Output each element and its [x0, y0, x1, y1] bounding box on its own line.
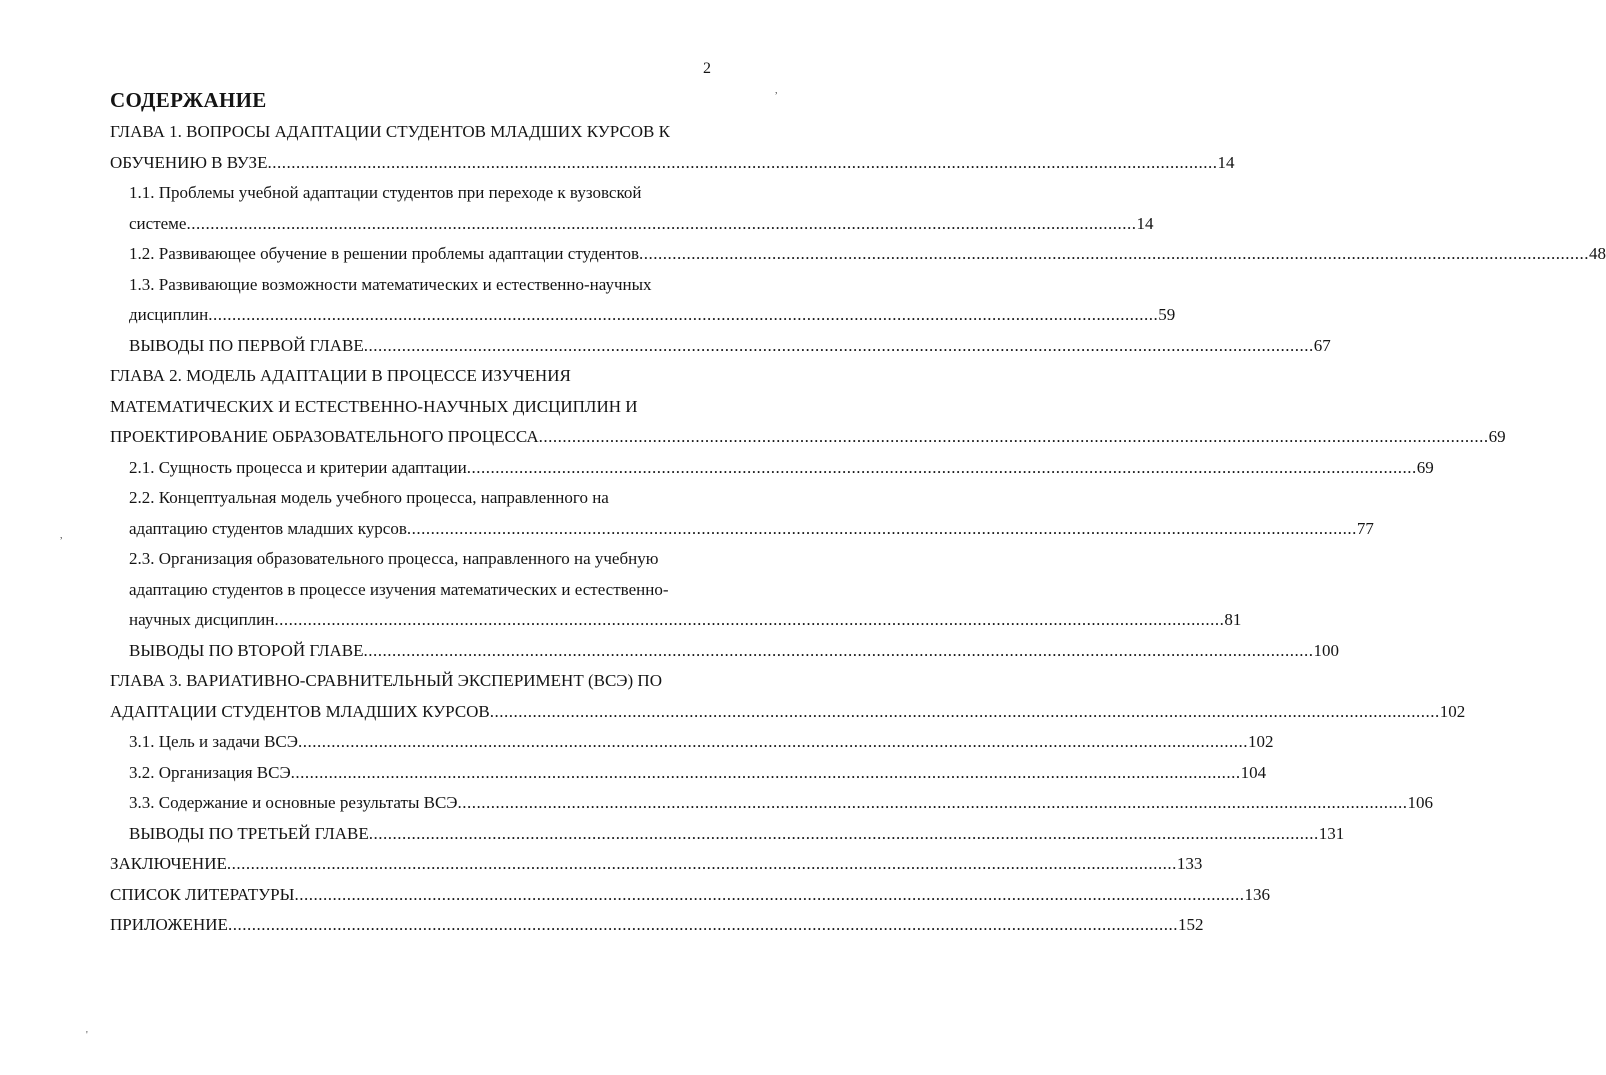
dot-leader: ........................................................................................................................................................................................................ [368, 823, 1319, 843]
toc-entry-final-line [129, 605, 1242, 636]
toc-entry-text-line: 1.3. Развивающие возможности математических и естественно-научных [129, 274, 652, 294]
toc-entry[interactable] [110, 117, 1235, 178]
toc-entry-text-line: ГЛАВА 2. МОДЕЛЬ АДАПТАЦИИ В ПРОЦЕССЕ ИЗУЧЕНИЯ [110, 366, 571, 385]
toc-entry[interactable] [110, 453, 1434, 484]
toc-entry-text-line: 1.1. Проблемы учебной адаптации студентов при переходе к вузовской [129, 183, 642, 202]
toc-entry[interactable] [110, 788, 1434, 819]
toc-entry-final-line [110, 697, 1466, 728]
toc-entry[interactable] [110, 849, 1203, 880]
toc-entry[interactable] [110, 239, 1606, 270]
toc-entry-label: ВЫВОДЫ ПО ТРЕТЬЕЙ ГЛАВЕ [129, 823, 369, 843]
toc-entry-final-line [129, 788, 1434, 819]
toc-entry-label: ПРИЛОЖЕНИЕ [110, 915, 228, 934]
toc-entry-final-line [129, 331, 1331, 362]
dot-leader: ........................................................................................................................................................................................................ [466, 457, 1417, 477]
dot-leader: ........................................................................................................................................................................................................ [297, 732, 1248, 751]
toc-entry[interactable] [110, 483, 1374, 544]
toc-entry-text-line: 2.2. Концептуальная модель учебного процесса, направленного на [129, 488, 609, 507]
toc-entry-final-line [129, 209, 1154, 240]
toc-page-number: 100 [1313, 640, 1340, 660]
toc-title: СОДЕРЖАНИЕ [110, 88, 267, 112]
toc-page-number: 69 [1416, 457, 1434, 477]
scan-speck: , [60, 530, 63, 541]
dot-leader: ........................................................................................................................................................................................................ [290, 762, 1241, 782]
toc-entry[interactable] [110, 178, 1154, 239]
dot-leader: ........................................................................................................................................................................................................ [274, 610, 1225, 629]
dot-leader: ........................................................................................................................................................................................................ [267, 152, 1218, 172]
toc-page-number: 14 [1136, 213, 1154, 233]
toc-entry[interactable] [110, 331, 1331, 362]
toc-entry[interactable] [110, 819, 1345, 850]
toc-entry-final-line [129, 453, 1434, 484]
toc-entry-label: 3.1. Цель и задачи ВСЭ [129, 732, 298, 751]
toc-page-number: 133 [1176, 854, 1203, 873]
dot-leader: ........................................................................................................................................................................................................ [363, 640, 1314, 660]
toc-page-number: 81 [1224, 610, 1242, 629]
toc-entry-text-line: МАТЕМАТИЧЕСКИХ И ЕСТЕСТВЕННО-НАУЧНЫХ ДИСЦИПЛИН И [110, 396, 638, 416]
scan-speck: , [775, 85, 778, 96]
toc-page-number: 104 [1240, 762, 1267, 782]
toc-entry-label: ОБУЧЕНИЮ В ВУЗЕ [110, 152, 268, 172]
toc-page-number: 14 [1217, 152, 1235, 172]
toc-entry-label: АДАПТАЦИИ СТУДЕНТОВ МЛАДШИХ КУРСОВ [110, 701, 490, 721]
toc-entry-final-line [110, 880, 1270, 911]
toc-page-number: 59 [1158, 305, 1176, 324]
toc-entry-text-line: адаптацию студентов в процессе изучения математических и естественно- [129, 579, 669, 599]
toc-entry-final-line [129, 727, 1274, 758]
toc-page-number: 48 [1588, 244, 1606, 263]
toc-page-number: 102 [1247, 732, 1274, 751]
dot-leader: ........................................................................................................................................................................................................ [226, 854, 1177, 873]
toc-page-number: 106 [1407, 793, 1434, 812]
toc-entry-label: ЗАКЛЮЧЕНИЕ [110, 854, 227, 873]
dot-leader: ........................................................................................................................................................................................................ [406, 518, 1357, 538]
toc-entry-text-line: ГЛАВА 3. ВАРИАТИВНО-СРАВНИТЕЛЬНЫЙ ЭКСПЕРИМЕНТ (ВСЭ) ПО [110, 671, 662, 690]
toc-entry-label: 3.2. Организация ВСЭ [129, 762, 291, 782]
toc-entry-text-line: 2.3. Организация образовательного процесса, направленного на учебную [129, 549, 659, 568]
toc-entry-final-line [129, 514, 1374, 545]
toc-entry[interactable] [110, 758, 1267, 789]
toc-entry-final-line [110, 910, 1204, 941]
toc-page-number: 67 [1313, 335, 1331, 355]
dot-leader: ........................................................................................................................................................................................................ [363, 335, 1314, 355]
dot-leader: ........................................................................................................................................................................................................ [294, 884, 1245, 904]
page-number: 2 [703, 60, 711, 77]
toc-entry-final-line [110, 849, 1203, 880]
toc-entry-final-line [129, 819, 1345, 850]
toc-entry-final-line [129, 636, 1340, 667]
toc-entry-label: ВЫВОДЫ ПО ПЕРВОЙ ГЛАВЕ [129, 335, 364, 355]
table-of-contents [110, 117, 1606, 941]
toc-entry[interactable] [110, 910, 1204, 941]
toc-entry-label: 1.2. Развивающее обучение в решении проблемы адаптации студентов [129, 244, 639, 263]
toc-entry-label: ПРОЕКТИРОВАНИЕ ОБРАЗОВАТЕЛЬНОГО ПРОЦЕССА [110, 427, 539, 446]
toc-entry-text-line: ГЛАВА 1. ВОПРОСЫ АДАПТАЦИИ СТУДЕНТОВ МЛАДШИХ КУРСОВ К [110, 122, 670, 141]
toc-page-number: 152 [1177, 915, 1204, 934]
toc-entry-label: системе [129, 213, 187, 233]
dot-leader: ........................................................................................................................................................................................................ [208, 305, 1159, 324]
dot-leader: ........................................................................................................................................................................................................ [538, 427, 1489, 446]
toc-entry[interactable] [110, 880, 1270, 911]
toc-entry-label: дисциплин [129, 305, 209, 324]
dot-leader: ........................................................................................................................................................................................................ [638, 244, 1589, 263]
toc-page-number: 69 [1488, 427, 1506, 446]
toc-entry-label: научных дисциплин [129, 610, 275, 629]
scan-speck: ' [86, 1030, 88, 1041]
toc-entry-label: ВЫВОДЫ ПО ВТОРОЙ ГЛАВЕ [129, 640, 364, 660]
toc-entry-label: 2.1. Сущность процесса и критерии адаптации [129, 457, 467, 477]
dot-leader: ........................................................................................................................................................................................................ [186, 213, 1137, 233]
toc-page-number: 77 [1356, 518, 1374, 538]
toc-entry-final-line [110, 422, 1506, 453]
toc-entry[interactable] [110, 636, 1340, 667]
toc-entry-final-line [129, 758, 1267, 789]
toc-entry[interactable] [110, 727, 1274, 758]
toc-entry-final-line [129, 300, 1176, 331]
dot-leader: ........................................................................................................................................................................................................ [489, 701, 1440, 721]
dot-leader: ........................................................................................................................................................................................................ [457, 793, 1408, 812]
toc-entry-label: 3.3. Содержание и основные результаты ВСЭ [129, 793, 458, 812]
toc-entry-final-line [110, 148, 1235, 179]
toc-entry[interactable] [110, 666, 1466, 727]
toc-entry-label: адаптацию студентов младших курсов [129, 518, 407, 538]
toc-page-number: 136 [1244, 884, 1270, 904]
dot-leader: ........................................................................................................................................................................................................ [227, 915, 1178, 934]
toc-page-number: 131 [1318, 823, 1345, 843]
toc-entry-final-line [129, 239, 1606, 270]
toc-entry[interactable] [110, 361, 1506, 453]
toc-entry[interactable] [110, 270, 1176, 331]
toc-entry[interactable] [110, 544, 1242, 636]
toc-page-number: 102 [1439, 701, 1466, 721]
toc-entry-label: СПИСОК ЛИТЕРАТУРЫ [110, 884, 295, 904]
